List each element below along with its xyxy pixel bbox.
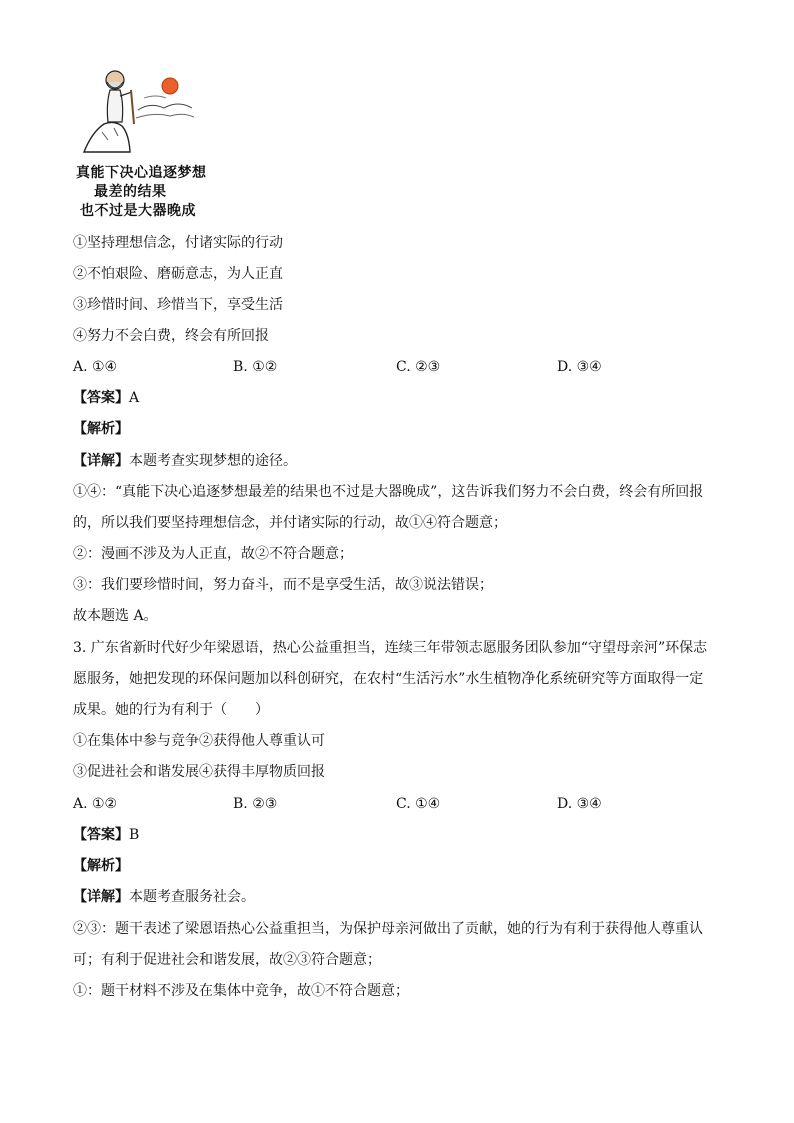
q3-explain-line-3: ①：题干材料不涉及在集体中竞争，故①不符合题意； xyxy=(73,983,409,999)
q3-option-b: B. ②③ xyxy=(233,796,278,812)
q2-detail-intro: 本题考查实现梦想的途径。 xyxy=(129,453,297,469)
q3-stem-line-2: 愿服务，她把发现的环保问题加以科创研究，在农村“生活污水”水生植物净化系统研究等方面取得一定 xyxy=(73,671,704,687)
q2-detail-row xyxy=(73,451,297,471)
q3-detail-intro: 本题考查服务社会。 xyxy=(129,889,255,905)
q2-option-b: B. ①② xyxy=(233,359,278,375)
old-man-on-cliff-drawing xyxy=(74,62,198,157)
q2-analysis-label: 【解析】 xyxy=(73,421,129,437)
cartoon-caption-line-3: 也不过是大器晚成 xyxy=(80,203,196,219)
q2-explain-line-1: ①④：“真能下决心追逐梦想最差的结果也不过是大器晚成”，这告诉我们努力不会白费，终会有所回报 xyxy=(73,484,704,500)
q2-option-a: A. ①④ xyxy=(73,359,118,375)
q3-answer-value: B xyxy=(129,827,140,843)
q3-option-d: D. ③④ xyxy=(557,796,602,812)
cartoon-caption-line-1: 真能下决心追逐梦想 xyxy=(76,165,207,181)
q2-detail-label: 【详解】 xyxy=(73,453,129,469)
q2-item-1: ①坚持理想信念，付诸实际的行动 xyxy=(73,235,283,251)
q2-option-d: D. ③④ xyxy=(557,359,602,375)
q2-answer-label: 【答案】 xyxy=(73,390,129,406)
q2-answer-row xyxy=(73,388,139,408)
q3-answer-row xyxy=(73,825,139,845)
q3-explain-line-2: 可；有利于促进社会和谐发展，故②③符合题意； xyxy=(73,952,381,968)
q3-item-2: ③促进社会和谐发展④获得丰厚物质回报 xyxy=(73,764,325,780)
q3-detail-row xyxy=(73,887,255,907)
q3-answer-label: 【答案】 xyxy=(73,827,129,843)
q2-item-3: ③珍惜时间、珍惜当下，享受生活 xyxy=(73,297,283,313)
q2-explain-line-3: ②：漫画不涉及为人正直，故②不符合题意； xyxy=(73,546,353,562)
q3-item-1: ①在集体中参与竞争②获得他人尊重认可 xyxy=(73,733,325,749)
q3-explain-line-1: ②③：题干表述了梁恩语热心公益重担当，为保护母亲河做出了贡献，她的行为有利于获得他人尊重认 xyxy=(73,921,703,937)
q2-conclusion: 故本题选 A。 xyxy=(73,608,158,624)
q3-analysis-label: 【解析】 xyxy=(73,858,129,874)
q3-stem-line-3: 成果。她的行为有利于（ ） xyxy=(73,702,269,718)
q3-stem-line-1: 3. 广东省新时代好少年梁恩语，热心公益重担当，连续三年带领志愿服务团队参加“守望母亲河”环保志 xyxy=(73,640,708,656)
cartoon-caption-line-2: 最差的结果 xyxy=(94,184,167,200)
q2-answer-value: A xyxy=(129,390,140,406)
q2-item-4: ④努力不会白费，终会有所回报 xyxy=(73,328,269,344)
q2-explain-line-2: 的，所以我们要坚持理想信念，并付诸实际的行动，故①④符合题意； xyxy=(73,515,507,531)
q2-explain-line-4: ③：我们要珍惜时间，努力奋斗，而不是享受生活，故③说法错误； xyxy=(73,577,493,593)
q3-detail-label: 【详解】 xyxy=(73,889,129,905)
q3-option-c: C. ①④ xyxy=(396,796,441,812)
q2-item-2: ②不怕艰险、磨砺意志，为人正直 xyxy=(73,266,283,282)
cartoon-illustration xyxy=(74,62,207,222)
q2-option-c: C. ②③ xyxy=(396,359,441,375)
q3-option-a: A. ①② xyxy=(73,796,118,812)
